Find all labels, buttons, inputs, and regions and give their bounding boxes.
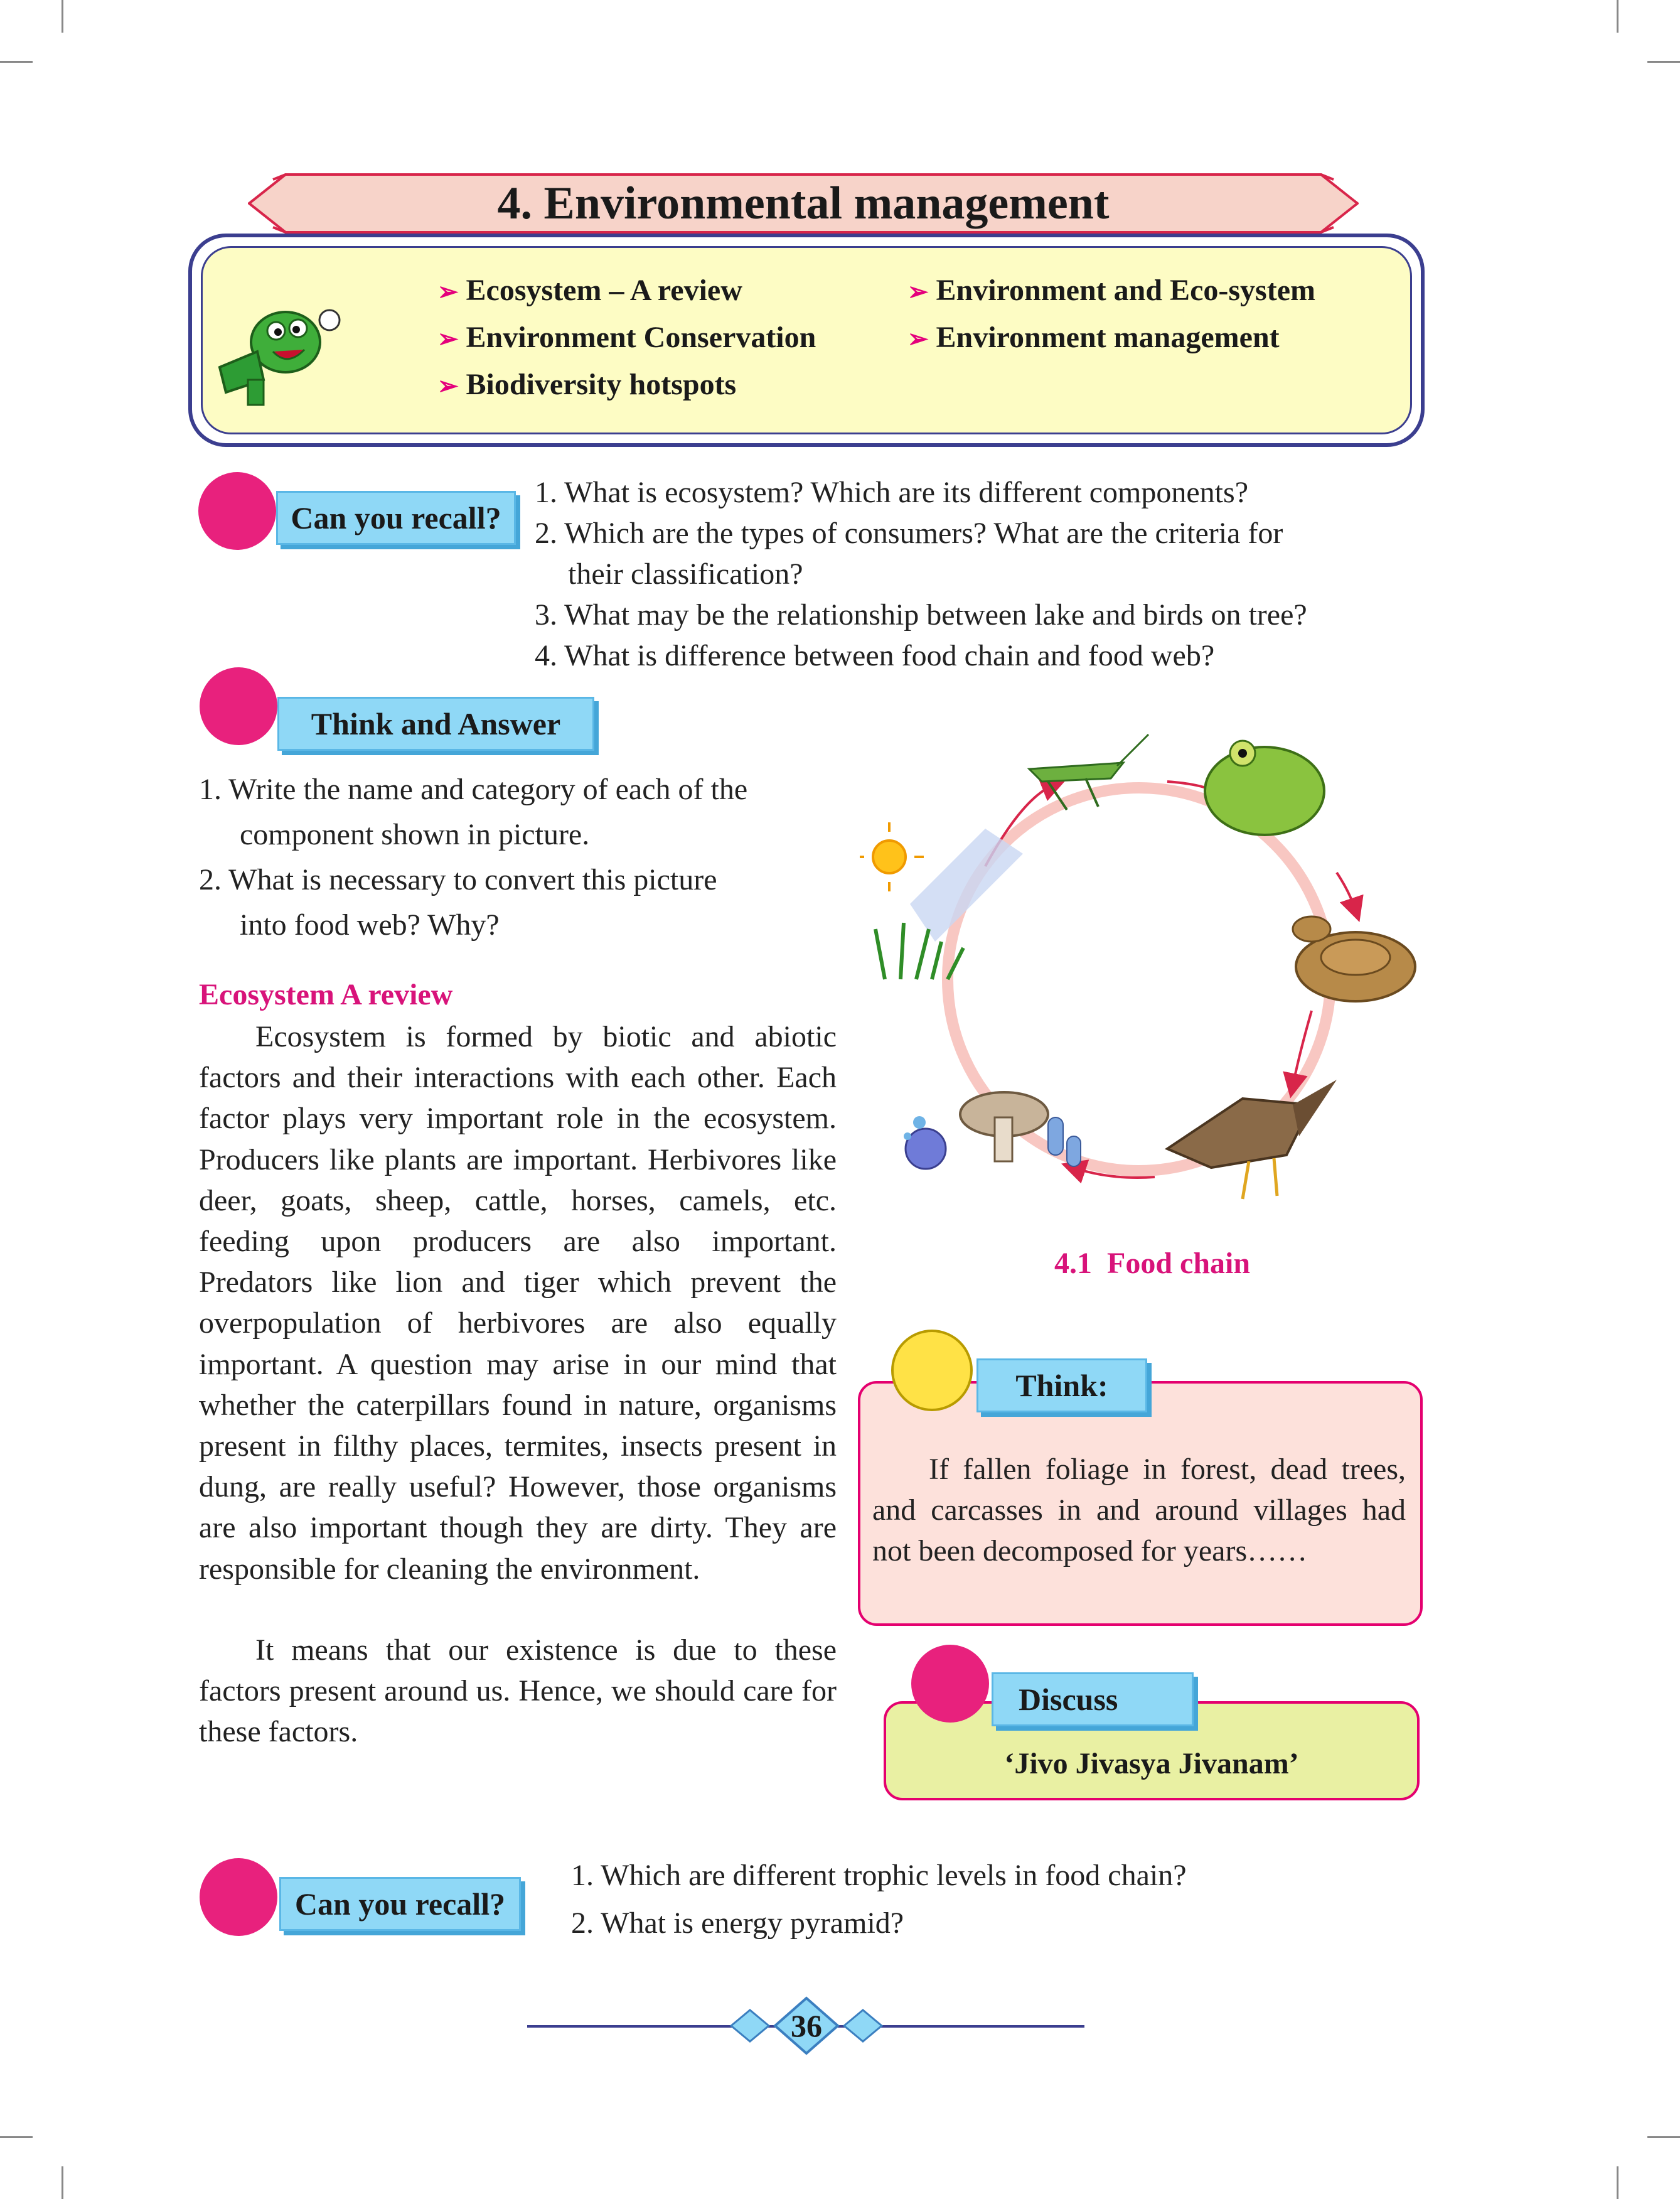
lightbulb-mascot-icon xyxy=(891,1330,973,1411)
crop-mark xyxy=(0,61,33,63)
crop-mark xyxy=(1617,0,1618,33)
chapter-title: 4. Environmental management xyxy=(497,177,1110,229)
food-chain-figure xyxy=(860,703,1425,1218)
page-number: 36 xyxy=(791,2008,822,2043)
arrow-bullet-icon: ➢ xyxy=(437,277,459,306)
can-you-recall-tab: Can you recall? xyxy=(276,491,516,545)
girl-avatar-icon xyxy=(200,667,277,745)
recall-question: 4. What is difference between food chain and food web? xyxy=(535,639,1215,672)
think-tab: Think: xyxy=(976,1358,1147,1412)
topic-item: ➢ Biodiversity hotspots xyxy=(437,368,737,401)
recall-question: 2. Which are the types of consumers? What are the criteria for xyxy=(535,517,1283,550)
recall-question: 3. What may be the relationship between lake and birds on tree? xyxy=(535,598,1307,632)
section-heading: Ecosystem A review xyxy=(199,978,453,1011)
crop-mark xyxy=(0,2136,33,2138)
can-you-recall-tab: Can you recall? xyxy=(279,1877,521,1931)
figure-caption: 4.1 Food chain xyxy=(1054,1247,1251,1280)
girl-avatar-icon xyxy=(200,1858,277,1936)
topic-item: ➢ Environment Conservation xyxy=(437,321,816,354)
think-question: component shown in picture. xyxy=(240,818,590,851)
recall-question: their classification? xyxy=(568,557,803,591)
recall-question: 1. Which are different trophic levels in food chain? xyxy=(571,1859,1187,1892)
crop-mark xyxy=(62,2166,63,2199)
think-question: 1. Write the name and category of each of the xyxy=(199,773,748,806)
recall-question: 2. What is energy pyramid? xyxy=(571,1906,904,1940)
girl-avatar-icon xyxy=(911,1645,989,1723)
think-text: If fallen foliage in forest, dead trees, and carcasses in and around villages had not been decomposed for years…… xyxy=(872,1453,1406,1568)
think-and-answer-tab: Think and Answer xyxy=(277,697,594,751)
crop-mark xyxy=(62,0,63,33)
topic-item: ➢ Environment management xyxy=(907,321,1280,354)
arrow-bullet-icon: ➢ xyxy=(437,372,459,400)
crop-mark xyxy=(1617,2166,1618,2199)
recall-question: 1. What is ecosystem? Which are its different components? xyxy=(535,476,1248,509)
think-question: 2. What is necessary to convert this picture xyxy=(199,863,717,896)
crop-mark xyxy=(1647,61,1680,63)
mascot-megaphone-icon xyxy=(213,292,342,408)
discuss-text: ‘Jivo Jivasya Jivanam’ xyxy=(1004,1747,1299,1780)
review-paragraph: Ecosystem is formed by biotic and abiotic factors and their interactions with each other. Each factor plays very important role in the ecosystem. Producers like plants are important. Herbivores like deer, goats, sheep, cattle, horses, camels, etc. feeding upon producers are also important. Predators like lion and tiger which prevent the overpopulation of herbivores are also equally important. A question may arise in our mind that whether the caterpillars found in nature, organisms present in filthy places, termites, insects present in dung, are really useful? However, those organisms are also important though they are dirty. They are responsible for cleaning the environment. xyxy=(199,1020,837,1586)
review-paragraph: It means that our existence is due to these factors present around us. Hence, we should care for these factors. xyxy=(199,1633,837,1749)
girl-avatar-icon xyxy=(198,472,276,550)
discuss-tab: Discuss xyxy=(992,1672,1194,1726)
topic-item: ➢ Environment and Eco-system xyxy=(907,274,1315,307)
topic-item: ➢ Ecosystem – A review xyxy=(437,274,742,307)
think-question: into food web? Why? xyxy=(240,908,500,942)
crop-mark xyxy=(1647,2136,1680,2138)
arrow-bullet-icon: ➢ xyxy=(907,325,929,353)
arrow-bullet-icon: ➢ xyxy=(437,325,459,353)
arrow-bullet-icon: ➢ xyxy=(907,277,929,306)
